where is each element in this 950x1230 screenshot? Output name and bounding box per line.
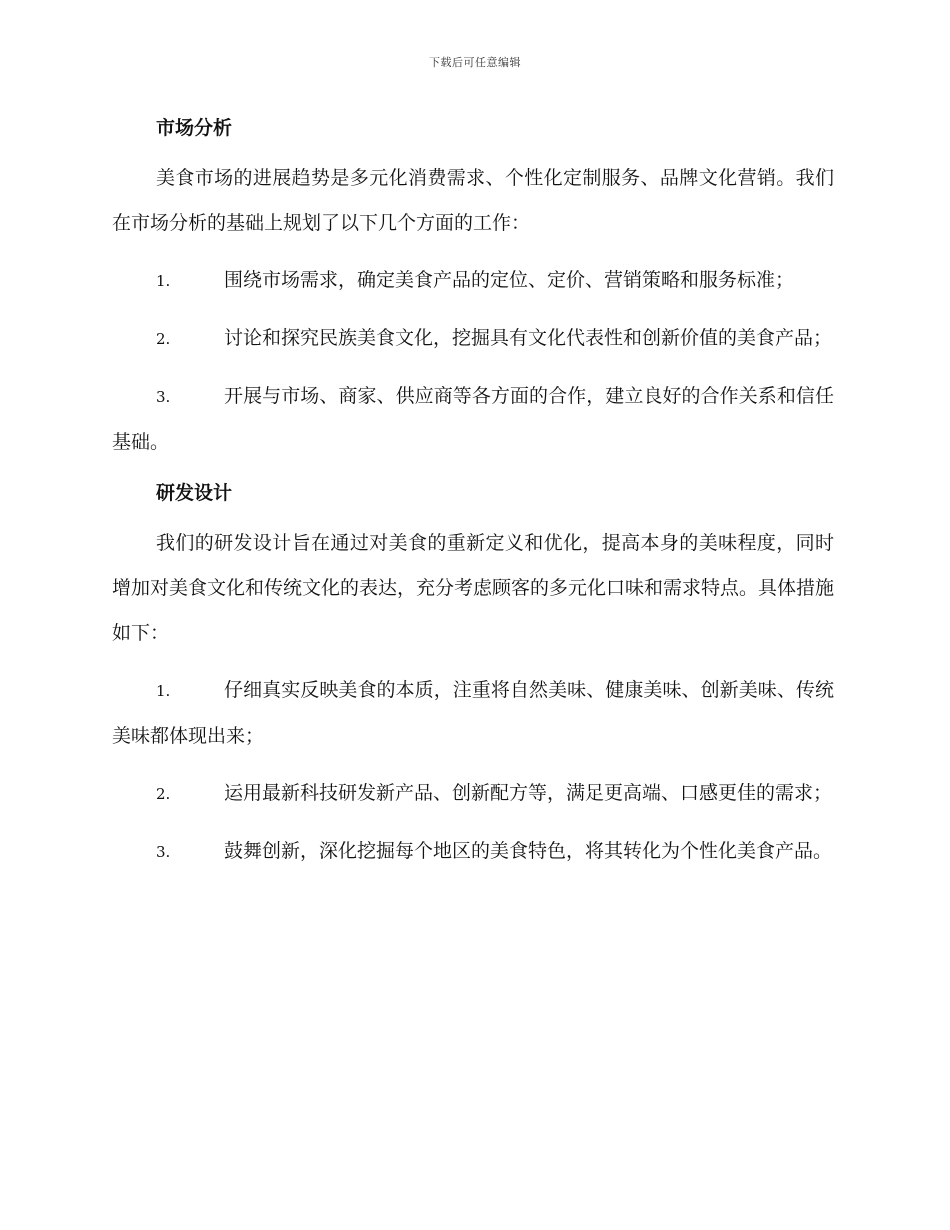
- list-item-text: 仔细真实反映美食的本质，注重将自然美味、健康美味、创新美味、传统美味都体现出来；: [112, 679, 834, 747]
- list-item: [112, 668, 834, 759]
- list-number: 3.: [156, 843, 171, 861]
- list-item: [112, 258, 834, 304]
- list-item: [112, 316, 834, 362]
- list-item-text: 围绕市场需求，确定美食产品的定位、定价、营销策略和服务标准；: [224, 269, 795, 291]
- list-item-text: 讨论和探究民族美食文化，挖掘具有文化代表性和创新价值的美食产品；: [224, 327, 833, 349]
- list-number: 3.: [156, 388, 171, 406]
- list-item: [112, 829, 834, 875]
- list-item-text: 鼓舞创新，深化挖掘每个地区的美食特色，将其转化为个性化美食产品。: [224, 840, 833, 862]
- header-note: 下载后可任意编辑: [429, 56, 521, 69]
- list-item: [112, 374, 834, 465]
- list-item: [112, 771, 834, 817]
- list-item-text: 运用最新科技研发新产品、创新配方等，满足更高端、口感更佳的需求；: [224, 782, 833, 804]
- list-item-text: 开展与市场、商家、供应商等各方面的合作，建立良好的合作关系和信任基础。: [112, 385, 834, 453]
- list-number: 2.: [156, 330, 171, 348]
- section-heading-market-analysis: 市场分析: [156, 117, 233, 139]
- list-number: 2.: [156, 785, 171, 803]
- document-body: [112, 112, 834, 875]
- section-intro-rd-design: 我们的研发设计旨在通过对美食的重新定义和优化，提高本身的美味程度，同时增加对美食文化和传统文化的表达，充分考虑顾客的多元化口味和需求特点。具体措施如下：: [112, 532, 835, 644]
- list-number: 1.: [156, 682, 171, 700]
- section-heading-rd-design: 研发设计: [156, 482, 233, 504]
- section-intro-market-analysis: 美食市场的进展趋势是多元化消费需求、个性化定制服务、品牌文化营销。我们在市场分析的基础上规划了以下几个方面的工作：: [112, 167, 834, 234]
- list-number: 1.: [156, 272, 171, 290]
